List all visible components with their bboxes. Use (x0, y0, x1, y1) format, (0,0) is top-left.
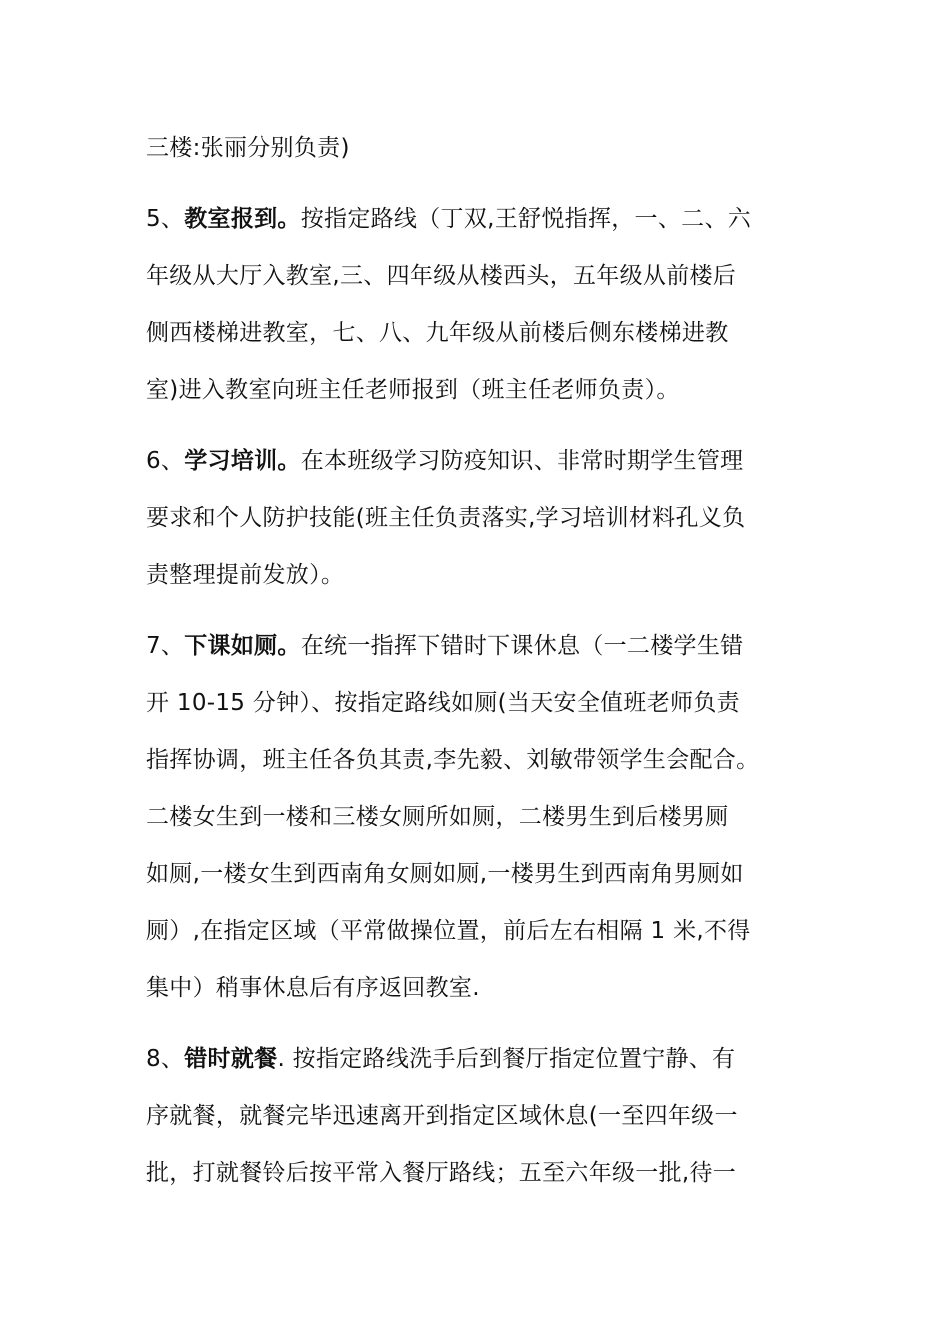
section-title: 学习培训。 (184, 448, 301, 474)
text-line: 开 10-15 分钟）、按指定路线如厕(当天安全值班老师负责 (146, 690, 740, 716)
text-line: 侧西楼梯进教室，七、八、九年级从前楼后侧东楼梯进教 (146, 320, 729, 346)
section-5-heading-line: 5、教室报到。按指定路线（丁双,王舒悦指挥，一、二、六 (146, 206, 752, 232)
paragraph-spacer (146, 177, 826, 191)
section-7-heading-line: 7、下课如厕。在统一指挥下错时下课休息（一二楼学生错 (146, 633, 744, 659)
text-line: 责整理提前发放）。 (146, 562, 345, 588)
text-line: 室)进入教室向班主任老师报到（班主任老师负责）。 (146, 377, 680, 403)
text-line: 集中）稍事休息后有序返回教室. (146, 975, 480, 1001)
paragraph-spacer (146, 419, 826, 433)
text-line: 序就餐，就餐完毕迅速离开到指定区域休息(一至四年级一 (146, 1103, 738, 1129)
section-6-heading-line: 6、学习培训。在本班级学习防疫知识、非常时期学生管理 (146, 448, 744, 474)
section-title: 下课如厕。 (184, 633, 301, 659)
section-8-heading-line: 8、错时就餐. 按指定路线洗手后到餐厅指定位置宁静、有 (146, 1046, 736, 1072)
section-title: 教室报到。 (184, 206, 301, 232)
text-line: 指挥协调，班主任各负其责,李先毅、刘敏带领学生会配合。 (146, 747, 760, 773)
text-line: 二楼女生到一楼和三楼女厕所如厕，二楼男生到后楼男厕 (146, 804, 729, 830)
paragraph-spacer (146, 604, 826, 618)
text-line: 厕）,在指定区域（平常做操位置，前后左右相隔 1 米,不得 (146, 918, 751, 944)
text-line: 三楼:张丽分别负责) (146, 135, 350, 161)
text-line: 要求和个人防护技能(班主任负责落实,学习培训材料孔义负 (146, 505, 746, 531)
document-body (146, 120, 826, 1202)
text-line: 批，打就餐铃后按平常入餐厅路线；五至六年级一批,待一 (146, 1160, 737, 1186)
paragraph-spacer (146, 1017, 826, 1031)
text-line: 年级从大厅入教室,三、四年级从楼西头，五年级从前楼后 (146, 263, 737, 289)
text-line: 如厕,一楼女生到西南角女厕如厕,一楼男生到西南角男厕如 (146, 861, 744, 887)
section-title: 错时就餐 (184, 1046, 278, 1072)
